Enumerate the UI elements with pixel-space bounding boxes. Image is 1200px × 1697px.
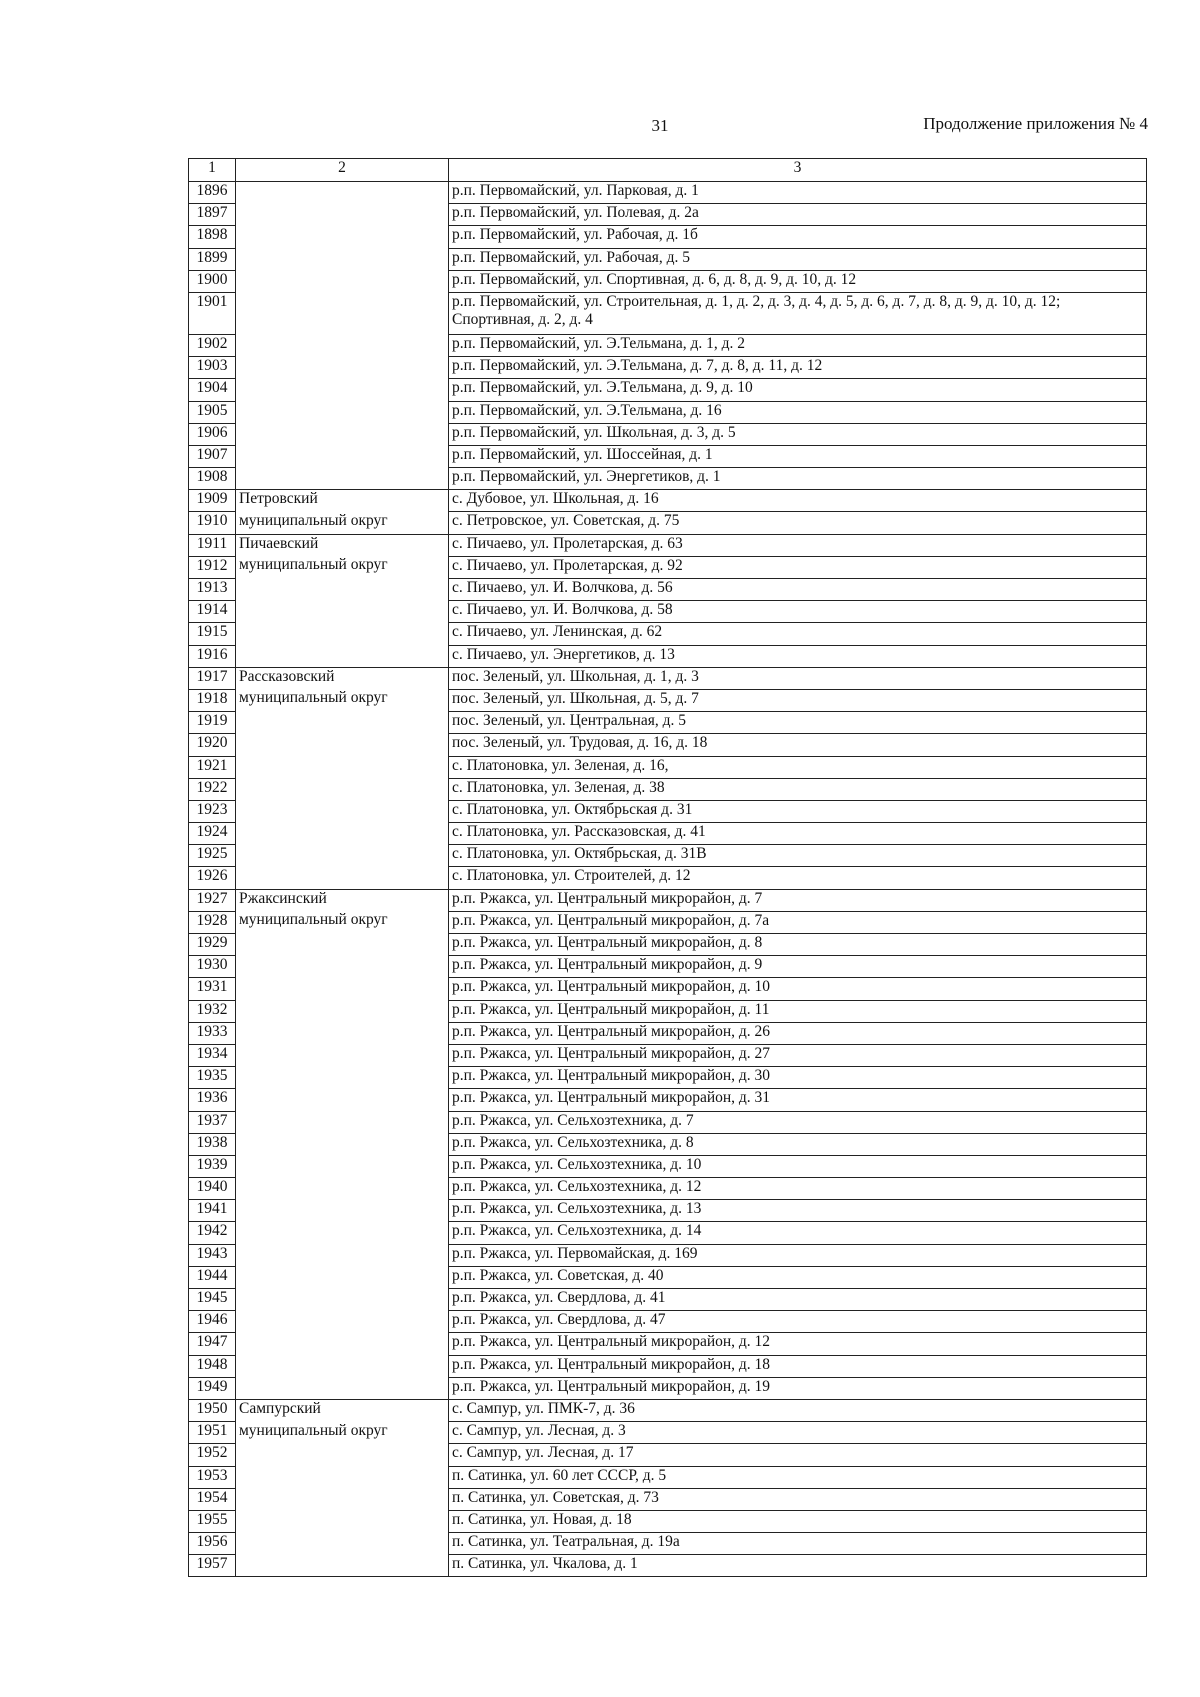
address-cell: р.п. Первомайский, ул. Строительная, д. 1, д. 2, д. 3, д. 4, д. 5, д. 6, д. 7, д. 8, д. 9, д. 10, д. 12; Спортивная, д. 2, д. 4 — [449, 292, 1147, 334]
table-row — [189, 512, 1147, 534]
address-cell: р.п. Ржакса, ул. Центральный микрорайон, д. 7а — [449, 911, 1147, 933]
district-cell — [236, 645, 449, 667]
table-row — [189, 401, 1147, 423]
district-cell: Пичаевский — [236, 534, 449, 556]
district-cell — [236, 1355, 449, 1377]
address-cell: р.п. Ржакса, ул. Сельхозтехника, д. 8 — [449, 1133, 1147, 1155]
row-number: 1923 — [189, 800, 236, 822]
column-header-address: 3 — [449, 159, 1147, 182]
table-header-row — [189, 159, 1147, 182]
row-number: 1916 — [189, 645, 236, 667]
address-cell: р.п. Ржакса, ул. Центральный микрорайон, д. 8 — [449, 934, 1147, 956]
address-cell: р.п. Ржакса, ул. Сельхозтехника, д. 10 — [449, 1155, 1147, 1177]
district-cell — [236, 401, 449, 423]
table-row — [189, 1355, 1147, 1377]
address-cell: п. Сатинка, ул. Новая, д. 18 — [449, 1510, 1147, 1532]
table-row — [189, 1000, 1147, 1022]
district-cell — [236, 1244, 449, 1266]
row-number: 1925 — [189, 845, 236, 867]
row-number: 1952 — [189, 1444, 236, 1466]
address-cell: р.п. Первомайский, ул. Спортивная, д. 6, д. 8, д. 9, д. 10, д. 12 — [449, 270, 1147, 292]
address-cell: р.п. Первомайский, ул. Э.Тельмана, д. 9, д. 10 — [449, 379, 1147, 401]
row-number: 1939 — [189, 1155, 236, 1177]
address-cell: р.п. Ржакса, ул. Центральный микрорайон, д. 18 — [449, 1355, 1147, 1377]
table-row — [189, 357, 1147, 379]
row-number: 1934 — [189, 1044, 236, 1066]
district-cell: муниципальный округ — [236, 689, 449, 711]
row-number: 1955 — [189, 1510, 236, 1532]
district-cell — [236, 292, 449, 334]
address-cell: с. Платоновка, ул. Зеленая, д. 16, — [449, 756, 1147, 778]
row-number: 1896 — [189, 182, 236, 204]
address-cell: р.п. Первомайский, ул. Энергетиков, д. 1 — [449, 468, 1147, 490]
table-row — [189, 823, 1147, 845]
address-cell: р.п. Ржакса, ул. Советская, д. 40 — [449, 1266, 1147, 1288]
row-number: 1899 — [189, 248, 236, 270]
row-number: 1920 — [189, 734, 236, 756]
table-row — [189, 934, 1147, 956]
row-number: 1915 — [189, 623, 236, 645]
row-number: 1903 — [189, 357, 236, 379]
row-number: 1917 — [189, 667, 236, 689]
district-cell — [236, 956, 449, 978]
table-row — [189, 270, 1147, 292]
district-cell — [236, 1333, 449, 1355]
table-row — [189, 689, 1147, 711]
row-number: 1932 — [189, 1000, 236, 1022]
address-cell: с. Пичаево, ул. И. Волчкова, д. 58 — [449, 601, 1147, 623]
row-number: 1943 — [189, 1244, 236, 1266]
district-cell — [236, 379, 449, 401]
table-row — [189, 1289, 1147, 1311]
district-cell — [236, 1133, 449, 1155]
district-cell: муниципальный округ — [236, 512, 449, 534]
row-number: 1944 — [189, 1266, 236, 1288]
row-number: 1929 — [189, 934, 236, 956]
address-cell: с. Пичаево, ул. И. Волчкова, д. 56 — [449, 579, 1147, 601]
district-cell — [236, 182, 449, 204]
district-cell — [236, 845, 449, 867]
table-row — [189, 623, 1147, 645]
address-cell: р.п. Первомайский, ул. Рабочая, д. 1б — [449, 226, 1147, 248]
district-cell — [236, 601, 449, 623]
address-cell: р.п. Ржакса, ул. Центральный микрорайон, д. 9 — [449, 956, 1147, 978]
address-cell: с. Платоновка, ул. Октябрьская, д. 31В — [449, 845, 1147, 867]
column-header-district: 2 — [236, 159, 449, 182]
row-number: 1898 — [189, 226, 236, 248]
address-cell: п. Сатинка, ул. Театральная, д. 19а — [449, 1533, 1147, 1555]
district-cell — [236, 623, 449, 645]
table-row — [189, 756, 1147, 778]
row-number: 1947 — [189, 1333, 236, 1355]
address-cell: р.п. Ржакса, ул. Центральный микрорайон, д. 11 — [449, 1000, 1147, 1022]
table-row — [189, 579, 1147, 601]
district-cell: Рассказовский — [236, 667, 449, 689]
district-cell — [236, 1510, 449, 1532]
address-cell: р.п. Ржакса, ул. Первомайская, д. 169 — [449, 1244, 1147, 1266]
table-row — [189, 1222, 1147, 1244]
table-row — [189, 1422, 1147, 1444]
district-cell — [236, 1555, 449, 1577]
table-row — [189, 911, 1147, 933]
district-cell — [236, 1089, 449, 1111]
district-cell — [236, 1289, 449, 1311]
row-number: 1902 — [189, 334, 236, 356]
row-number: 1946 — [189, 1311, 236, 1333]
row-number: 1922 — [189, 778, 236, 800]
row-number: 1913 — [189, 579, 236, 601]
table-row — [189, 1155, 1147, 1177]
table-row — [189, 379, 1147, 401]
district-cell — [236, 334, 449, 356]
row-number: 1926 — [189, 867, 236, 889]
row-number: 1914 — [189, 601, 236, 623]
addresses-table — [188, 158, 1147, 1577]
address-cell: р.п. Ржакса, ул. Свердлова, д. 41 — [449, 1289, 1147, 1311]
table-row — [189, 1333, 1147, 1355]
table-row — [189, 1089, 1147, 1111]
address-cell: р.п. Ржакса, ул. Центральный микрорайон, д. 7 — [449, 889, 1147, 911]
table-row — [189, 1022, 1147, 1044]
district-cell — [236, 1377, 449, 1399]
district-cell — [236, 357, 449, 379]
district-cell — [236, 756, 449, 778]
district-cell — [236, 1044, 449, 1066]
table-row — [189, 645, 1147, 667]
district-cell — [236, 1266, 449, 1288]
address-cell: р.п. Ржакса, ул. Центральный микрорайон, д. 31 — [449, 1089, 1147, 1111]
address-cell: р.п. Первомайский, ул. Парковая, д. 1 — [449, 182, 1147, 204]
district-cell — [236, 445, 449, 467]
address-cell: р.п. Первомайский, ул. Школьная, д. 3, д. 5 — [449, 423, 1147, 445]
table-row — [189, 534, 1147, 556]
district-cell — [236, 800, 449, 822]
address-cell: пос. Зеленый, ул. Трудовая, д. 16, д. 18 — [449, 734, 1147, 756]
appendix-continuation-header: Продолжение приложения № 4 — [923, 114, 1148, 133]
table-row — [189, 1533, 1147, 1555]
district-cell — [236, 1533, 449, 1555]
table-row — [189, 334, 1147, 356]
district-cell — [236, 778, 449, 800]
address-cell: с. Пичаево, ул. Пролетарская, д. 63 — [449, 534, 1147, 556]
address-cell: р.п. Первомайский, ул. Рабочая, д. 5 — [449, 248, 1147, 270]
address-cell: с. Сампур, ул. Лесная, д. 3 — [449, 1422, 1147, 1444]
district-cell: Петровский — [236, 490, 449, 512]
address-cell: п. Сатинка, ул. Советская, д. 73 — [449, 1488, 1147, 1510]
page-number: 31 — [651, 116, 669, 135]
address-cell: р.п. Ржакса, ул. Центральный микрорайон, д. 27 — [449, 1044, 1147, 1066]
row-number: 1935 — [189, 1067, 236, 1089]
district-cell — [236, 1466, 449, 1488]
row-number: 1945 — [189, 1289, 236, 1311]
address-cell: с. Платоновка, ул. Октябрьская д. 31 — [449, 800, 1147, 822]
table-row — [189, 1200, 1147, 1222]
table-row — [189, 556, 1147, 578]
table-row — [189, 1444, 1147, 1466]
address-cell: с. Платоновка, ул. Зеленая, д. 38 — [449, 778, 1147, 800]
address-cell: п. Сатинка, ул. Чкалова, д. 1 — [449, 1555, 1147, 1577]
address-cell: р.п. Ржакса, ул. Сельхозтехника, д. 13 — [449, 1200, 1147, 1222]
table-row — [189, 1044, 1147, 1066]
table-row — [189, 845, 1147, 867]
address-cell: пос. Зеленый, ул. Школьная, д. 1, д. 3 — [449, 667, 1147, 689]
table-row — [189, 226, 1147, 248]
row-number: 1901 — [189, 292, 236, 334]
address-cell: с. Пичаево, ул. Энергетиков, д. 13 — [449, 645, 1147, 667]
table-row — [189, 601, 1147, 623]
address-cell: с. Петровское, ул. Советская, д. 75 — [449, 512, 1147, 534]
row-number: 1942 — [189, 1222, 236, 1244]
row-number: 1909 — [189, 490, 236, 512]
table-row — [189, 867, 1147, 889]
row-number: 1938 — [189, 1133, 236, 1155]
address-cell: р.п. Первомайский, ул. Э.Тельмана, д. 7, д. 8, д. 11, д. 12 — [449, 357, 1147, 379]
district-cell — [236, 1022, 449, 1044]
row-number: 1904 — [189, 379, 236, 401]
table-row — [189, 1377, 1147, 1399]
table-row — [189, 1311, 1147, 1333]
table-row — [189, 978, 1147, 1000]
row-number: 1949 — [189, 1377, 236, 1399]
row-number: 1933 — [189, 1022, 236, 1044]
row-number: 1957 — [189, 1555, 236, 1577]
row-number: 1940 — [189, 1178, 236, 1200]
district-cell — [236, 270, 449, 292]
address-cell: п. Сатинка, ул. 60 лет СССР, д. 5 — [449, 1466, 1147, 1488]
table-body — [189, 182, 1147, 1577]
row-number: 1948 — [189, 1355, 236, 1377]
table-row — [189, 667, 1147, 689]
address-cell: с. Сампур, ул. Лесная, д. 17 — [449, 1444, 1147, 1466]
address-cell: с. Сампур, ул. ПМК-7, д. 36 — [449, 1399, 1147, 1421]
table-row — [189, 1111, 1147, 1133]
district-cell — [236, 1444, 449, 1466]
row-number: 1937 — [189, 1111, 236, 1133]
table-row — [189, 1510, 1147, 1532]
district-cell — [236, 1311, 449, 1333]
table-row — [189, 800, 1147, 822]
address-cell: р.п. Ржакса, ул. Центральный микрорайон, д. 30 — [449, 1067, 1147, 1089]
address-cell: р.п. Первомайский, ул. Полевая, д. 2а — [449, 204, 1147, 226]
table-row — [189, 490, 1147, 512]
address-cell: с. Пичаево, ул. Ленинская, д. 62 — [449, 623, 1147, 645]
row-number: 1911 — [189, 534, 236, 556]
district-cell — [236, 1155, 449, 1177]
district-cell — [236, 734, 449, 756]
district-cell: Сампурский — [236, 1399, 449, 1421]
row-number: 1905 — [189, 401, 236, 423]
table-row — [189, 248, 1147, 270]
table-row — [189, 1555, 1147, 1577]
address-cell: р.п. Ржакса, ул. Центральный микрорайон, д. 26 — [449, 1022, 1147, 1044]
district-cell — [236, 1200, 449, 1222]
row-number: 1956 — [189, 1533, 236, 1555]
table-row — [189, 292, 1147, 334]
row-number: 1897 — [189, 204, 236, 226]
table-row — [189, 712, 1147, 734]
row-number: 1951 — [189, 1422, 236, 1444]
table-row — [189, 1178, 1147, 1200]
table-row — [189, 1466, 1147, 1488]
district-cell — [236, 934, 449, 956]
row-number: 1936 — [189, 1089, 236, 1111]
row-number: 1907 — [189, 445, 236, 467]
table-row — [189, 1488, 1147, 1510]
table-row — [189, 204, 1147, 226]
address-cell: р.п. Ржакса, ул. Свердлова, д. 47 — [449, 1311, 1147, 1333]
row-number: 1924 — [189, 823, 236, 845]
row-number: 1910 — [189, 512, 236, 534]
district-cell — [236, 1178, 449, 1200]
row-number: 1953 — [189, 1466, 236, 1488]
address-cell: р.п. Первомайский, ул. Э.Тельмана, д. 16 — [449, 401, 1147, 423]
row-number: 1950 — [189, 1399, 236, 1421]
table-row — [189, 889, 1147, 911]
table-row — [189, 445, 1147, 467]
district-cell — [236, 867, 449, 889]
district-cell — [236, 468, 449, 490]
address-cell: р.п. Ржакса, ул. Центральный микрорайон, д. 12 — [449, 1333, 1147, 1355]
address-cell: пос. Зеленый, ул. Школьная, д. 5, д. 7 — [449, 689, 1147, 711]
table-row — [189, 1266, 1147, 1288]
address-cell: р.п. Ржакса, ул. Сельхозтехника, д. 14 — [449, 1222, 1147, 1244]
district-cell — [236, 1111, 449, 1133]
district-cell: Ржаксинский — [236, 889, 449, 911]
row-number: 1912 — [189, 556, 236, 578]
address-cell: р.п. Первомайский, ул. Шоссейная, д. 1 — [449, 445, 1147, 467]
table-row — [189, 1067, 1147, 1089]
district-cell — [236, 1067, 449, 1089]
table-row — [189, 778, 1147, 800]
district-cell — [236, 712, 449, 734]
district-cell — [236, 978, 449, 1000]
district-cell: муниципальный округ — [236, 911, 449, 933]
address-cell: р.п. Ржакса, ул. Центральный микрорайон, д. 10 — [449, 978, 1147, 1000]
address-cell: с. Платоновка, ул. Рассказовская, д. 41 — [449, 823, 1147, 845]
table-row — [189, 1244, 1147, 1266]
district-cell — [236, 204, 449, 226]
row-number: 1908 — [189, 468, 236, 490]
row-number: 1931 — [189, 978, 236, 1000]
address-cell: р.п. Ржакса, ул. Сельхозтехника, д. 7 — [449, 1111, 1147, 1133]
row-number: 1921 — [189, 756, 236, 778]
row-number: 1927 — [189, 889, 236, 911]
row-number: 1900 — [189, 270, 236, 292]
district-cell — [236, 1222, 449, 1244]
table-row — [189, 1133, 1147, 1155]
address-cell: р.п. Ржакса, ул. Центральный микрорайон, д. 19 — [449, 1377, 1147, 1399]
address-cell: с. Дубовое, ул. Школьная, д. 16 — [449, 490, 1147, 512]
district-cell — [236, 248, 449, 270]
address-cell: пос. Зеленый, ул. Центральная, д. 5 — [449, 712, 1147, 734]
row-number: 1918 — [189, 689, 236, 711]
row-number: 1930 — [189, 956, 236, 978]
row-number: 1941 — [189, 1200, 236, 1222]
column-header-number: 1 — [189, 159, 236, 182]
table-row — [189, 956, 1147, 978]
table-row — [189, 468, 1147, 490]
district-cell: муниципальный округ — [236, 556, 449, 578]
address-cell: р.п. Ржакса, ул. Сельхозтехника, д. 12 — [449, 1178, 1147, 1200]
district-cell — [236, 823, 449, 845]
district-cell: муниципальный округ — [236, 1422, 449, 1444]
table-row — [189, 182, 1147, 204]
row-number: 1954 — [189, 1488, 236, 1510]
district-cell — [236, 579, 449, 601]
district-cell — [236, 423, 449, 445]
district-cell — [236, 1488, 449, 1510]
address-cell: с. Пичаево, ул. Пролетарская, д. 92 — [449, 556, 1147, 578]
row-number: 1919 — [189, 712, 236, 734]
address-cell: р.п. Первомайский, ул. Э.Тельмана, д. 1, д. 2 — [449, 334, 1147, 356]
row-number: 1906 — [189, 423, 236, 445]
district-cell — [236, 226, 449, 248]
district-cell — [236, 1000, 449, 1022]
table-row — [189, 1399, 1147, 1421]
address-cell: с. Платоновка, ул. Строителей, д. 12 — [449, 867, 1147, 889]
table-row — [189, 734, 1147, 756]
table-row — [189, 423, 1147, 445]
row-number: 1928 — [189, 911, 236, 933]
